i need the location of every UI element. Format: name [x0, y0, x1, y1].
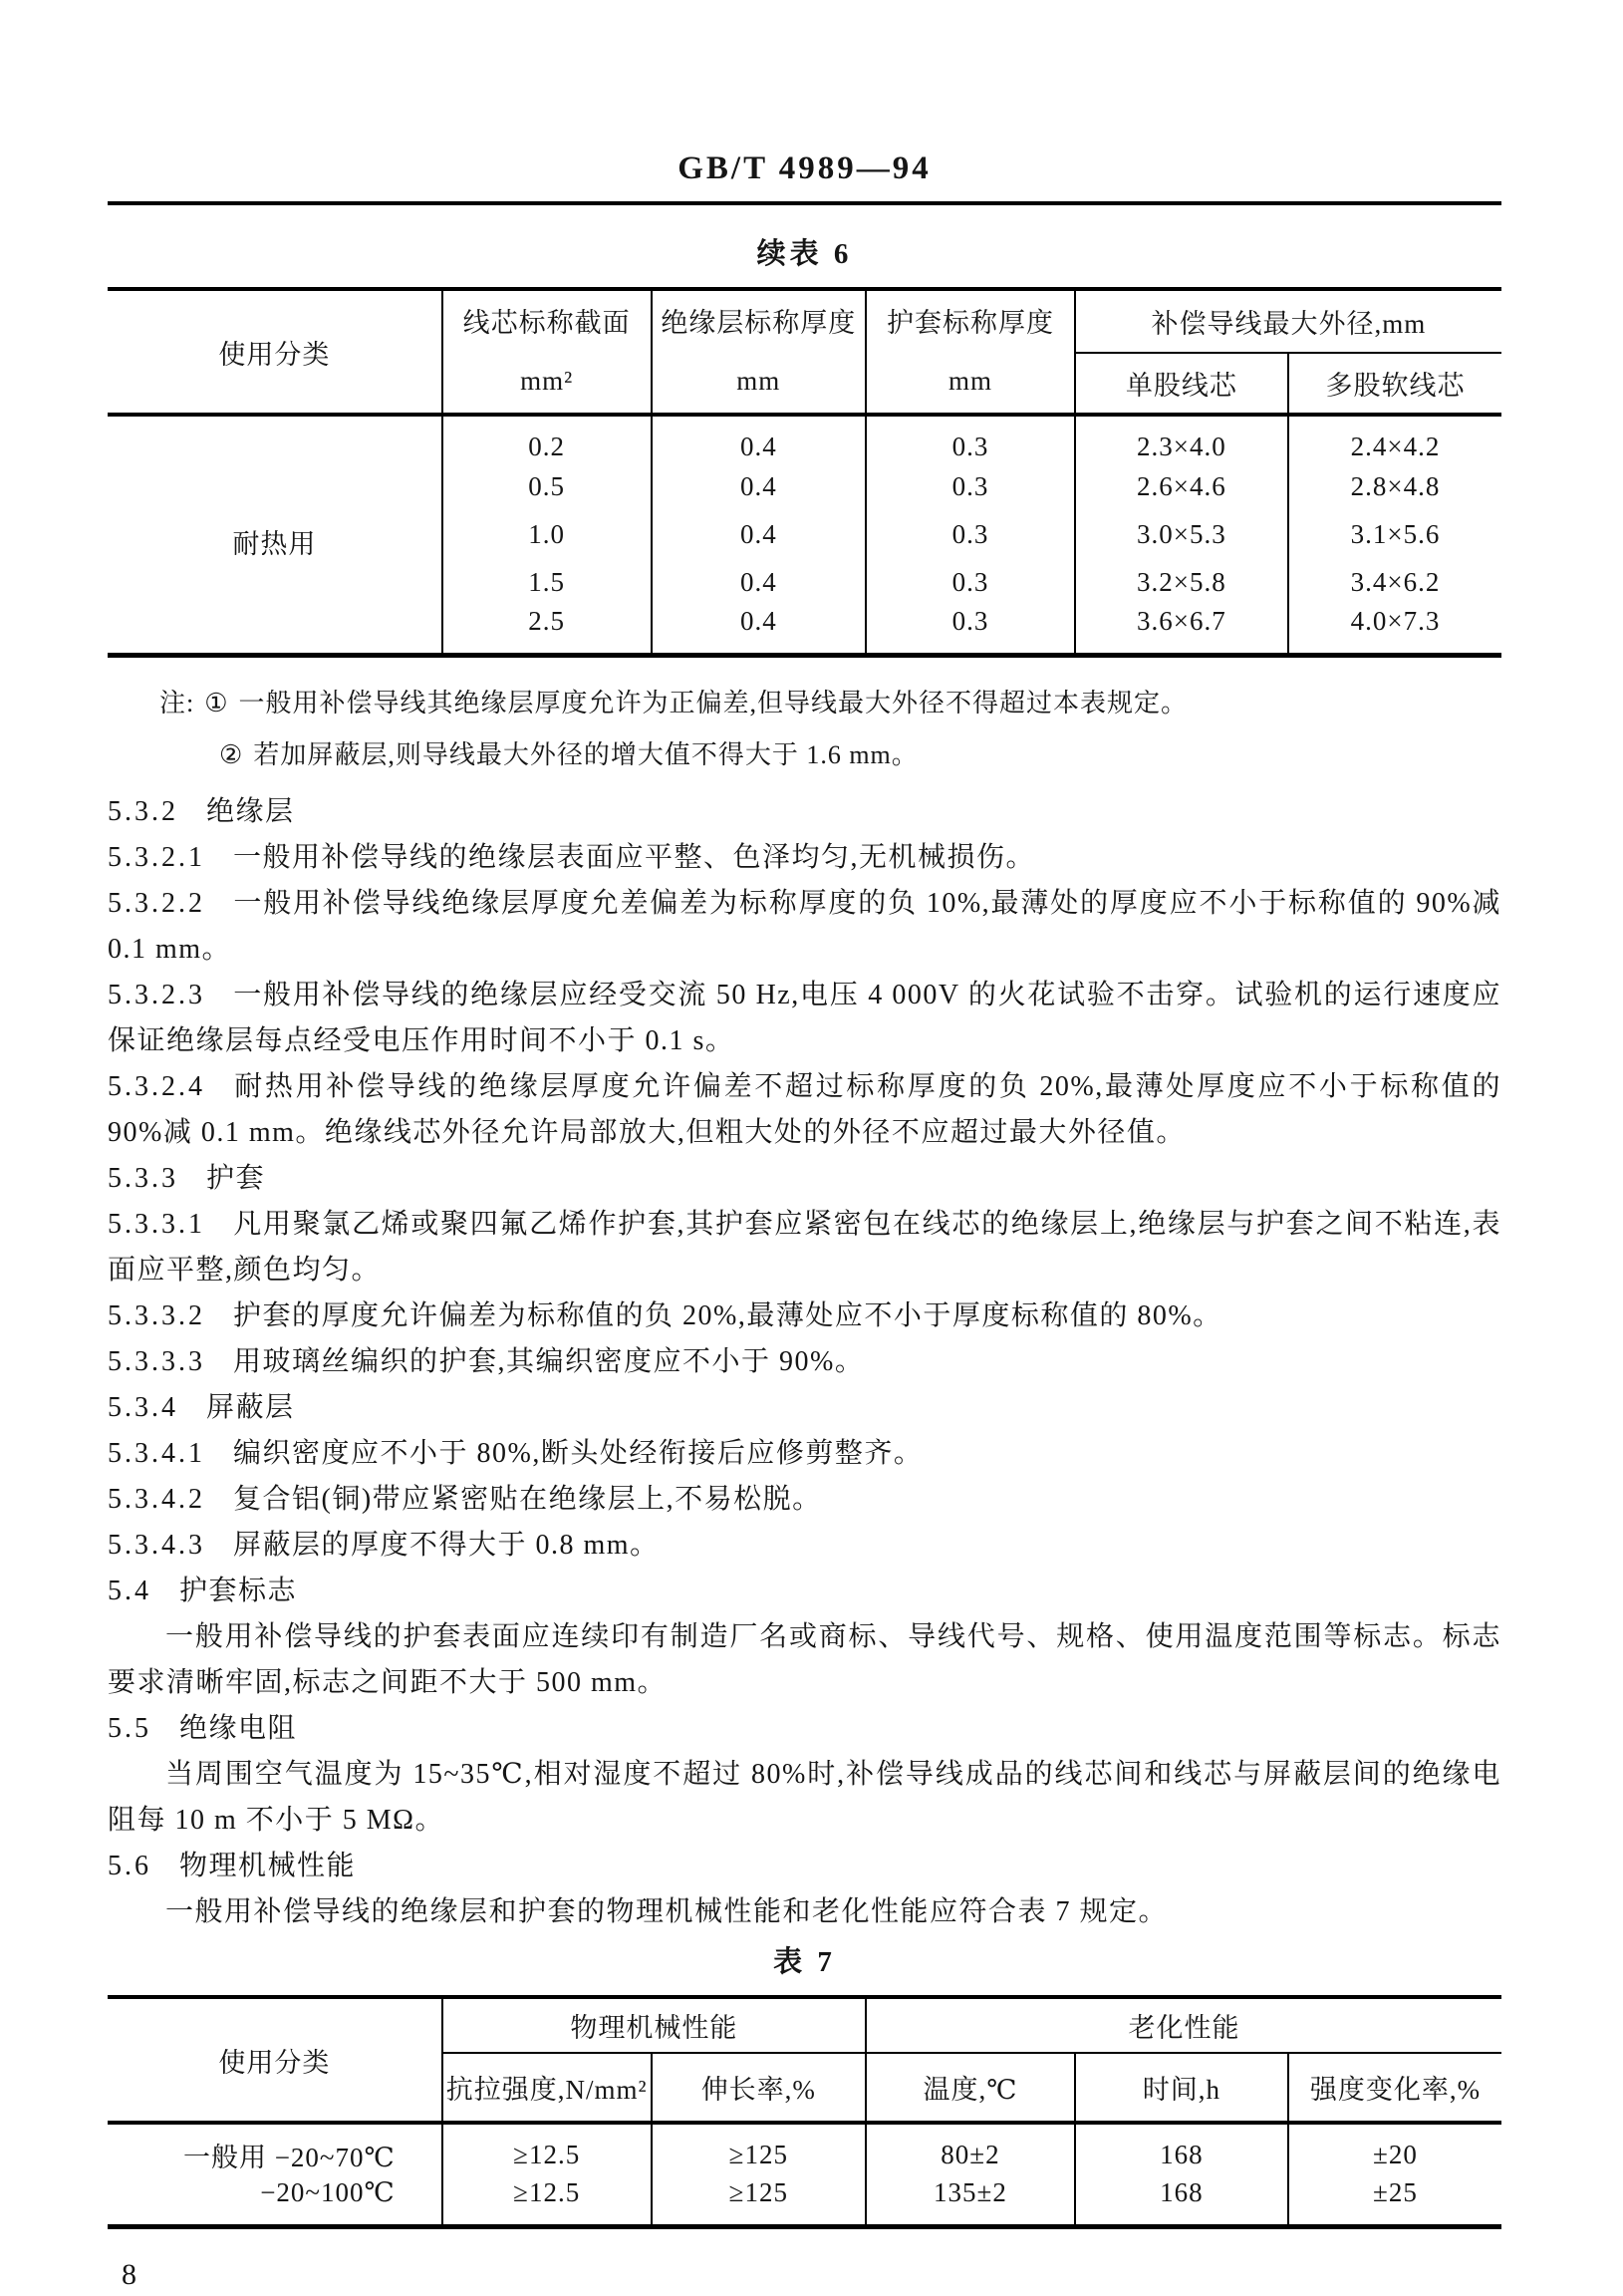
clause-5-6-paragraph — [108, 1889, 1501, 1935]
table-cell: 0.4 — [652, 558, 866, 606]
t7-header-usage: 使用分类 — [108, 1997, 442, 2123]
t7-header-temperature: 温度,℃ — [866, 2053, 1075, 2123]
table-cell: 3.1×5.6 — [1288, 510, 1501, 558]
table-cell: 3.2×5.8 — [1075, 558, 1288, 606]
table-cell: 0.4 — [652, 606, 866, 656]
table-cell: ≥12.5 — [442, 2123, 652, 2174]
note2-marker: ② — [219, 740, 244, 769]
clause-text: 用玻璃丝编织的护套,其编织密度应不小于 90%。 — [233, 1346, 865, 1377]
table-cell: 0.3 — [866, 510, 1075, 558]
clause-5-3-2-3 — [108, 973, 1501, 1064]
clause-5-4-paragraph — [108, 1614, 1501, 1706]
clause-text: 编织密度应不小于 80%,断头处经衔接后应修剪整齐。 — [233, 1438, 924, 1469]
table-cell: 2.4×4.2 — [1288, 415, 1501, 462]
table-cell: 1.5 — [442, 558, 652, 606]
clause-text: 护套 — [206, 1163, 266, 1194]
table-cell: ≥125 — [652, 2123, 866, 2174]
clause-number: 5.4 — [108, 1576, 151, 1606]
table-cell: 0.3 — [866, 558, 1075, 606]
table-cell: 3.0×5.3 — [1075, 510, 1288, 558]
table-cell: 一般用 −20~70℃ — [182, 2142, 396, 2172]
t7-header-aging-group: 老化性能 — [866, 1997, 1501, 2053]
table-cell: 2.5 — [442, 606, 652, 656]
clause-number: 5.3.3.1 — [108, 1209, 205, 1240]
t7-header-tensile: 抗拉强度,N/mm² — [442, 2053, 652, 2123]
table-cell: 168 — [1075, 2123, 1288, 2174]
t6-header-insulation-unit: mm — [736, 366, 781, 396]
table-cell: ±20 — [1288, 2123, 1501, 2174]
clause-number: 5.3.4.2 — [108, 1484, 205, 1515]
table-cell: 135±2 — [866, 2174, 1075, 2226]
clause-5-3-2-2 — [108, 881, 1501, 973]
clause-5-3-4-1 — [108, 1431, 1501, 1477]
clause-text: 屏蔽层 — [206, 1392, 295, 1423]
clause-5-4 — [108, 1569, 1501, 1614]
table-cell: 0.2 — [442, 415, 652, 462]
table-cell: 0.3 — [866, 415, 1075, 462]
table-cell: 3.6×6.7 — [1075, 606, 1288, 656]
t6-header-sheath — [866, 289, 1075, 415]
clause-text: 当周围空气温度为 15~35℃,相对湿度不超过 80%时,补偿导线成品的线芯间和线芯与屏蔽层间的绝缘电阻每 10 m 不小于 5 MΩ。 — [108, 1759, 1501, 1836]
clause-5-3-4 — [108, 1385, 1501, 1431]
clause-number: 5.3.3 — [108, 1163, 178, 1194]
clause-number: 5.3.2.4 — [108, 1071, 205, 1102]
clause-text: 一般用补偿导线的绝缘层和护套的物理机械性能和老化性能应符合表 7 规定。 — [165, 1896, 1169, 1927]
clause-5-5 — [108, 1706, 1501, 1752]
clause-text: 护套标志 — [179, 1576, 298, 1606]
note1-marker: ① — [204, 689, 229, 718]
table-cell: 3.4×6.2 — [1288, 558, 1501, 606]
table-cell: −20~100℃ — [260, 2177, 396, 2208]
t6-header-sheath-line1: 护套标称厚度 — [886, 308, 1054, 338]
t6-header-insulation — [652, 289, 866, 415]
t6-header-cross-section-unit: mm² — [520, 366, 574, 396]
t7-header-elongation: 伸长率,% — [652, 2053, 866, 2123]
note1-text: 一般用补偿导线其绝缘层厚度允许为正偏差,但导线最大外径不得超过本表规定。 — [238, 689, 1189, 718]
clause-text: 一般用补偿导线的护套表面应连续印有制造厂名或商标、导线代号、规格、使用温度范围等标志。标志要求清晰牢固,标志之间距不大于 500 mm。 — [108, 1621, 1501, 1698]
t7-header-time: 时间,h — [1075, 2053, 1288, 2123]
clause-number: 5.3.4.1 — [108, 1438, 205, 1469]
clause-number: 5.5 — [108, 1713, 151, 1744]
clause-number: 5.3.4.3 — [108, 1530, 205, 1561]
t7-header-strength-change: 强度变化率,% — [1288, 2053, 1501, 2123]
clause-text: 绝缘电阻 — [179, 1713, 298, 1744]
table-cell: ≥12.5 — [442, 2174, 652, 2226]
table7-caption: 表 7 — [773, 1946, 836, 1978]
clause-5-6 — [108, 1844, 1501, 1889]
clause-5-3-3-3 — [108, 1339, 1501, 1385]
clause-number: 5.3.2.3 — [108, 980, 205, 1010]
clause-text: 凡用聚氯乙烯或聚四氟乙烯作护套,其护套应紧密包在线芯的绝缘层上,绝缘层与护套之间不粘连,表面应平整,颜色均匀。 — [108, 1209, 1501, 1286]
t6-header-max-od-group: 补偿导线最大外径,mm — [1075, 289, 1501, 353]
table-cell: ≥125 — [652, 2174, 866, 2226]
note-label: 注: — [159, 689, 195, 718]
clause-text: 物理机械性能 — [179, 1851, 357, 1881]
clause-number: 5.6 — [108, 1851, 151, 1881]
clause-5-3-3 — [108, 1156, 1501, 1202]
clause-text: 护套的厚度允许偏差为标称值的负 20%,最薄处应不小于厚度标称值的 80%。 — [233, 1300, 1222, 1331]
table-cell: 0.3 — [866, 606, 1075, 656]
clause-number: 5.3.3.2 — [108, 1300, 205, 1331]
note2-text: 若加屏蔽层,则导线最大外径的增大值不得大于 1.6 mm。 — [253, 740, 919, 769]
clause-text: 屏蔽层的厚度不得大于 0.8 mm。 — [233, 1530, 660, 1561]
clauses — [108, 789, 1501, 1935]
table6-notes — [108, 678, 1501, 781]
clause-number: 5.3.2 — [108, 796, 178, 827]
clause-5-3-4-2 — [108, 1477, 1501, 1523]
t6-header-multi-core: 多股软线芯 — [1288, 353, 1501, 415]
clause-number: 5.3.3.3 — [108, 1346, 205, 1377]
table-cell: 0.5 — [442, 462, 652, 510]
table6-note-1 — [108, 678, 1501, 729]
clause-number: 5.3.2.1 — [108, 842, 205, 873]
table-cell: 1.0 — [442, 510, 652, 558]
table-cell: ±25 — [1288, 2174, 1501, 2226]
table-cell: 4.0×7.3 — [1288, 606, 1501, 656]
clause-5-3-3-1 — [108, 1202, 1501, 1293]
table-cell: 2.6×4.6 — [1075, 462, 1288, 510]
clause-5-3-2 — [108, 789, 1501, 835]
clause-5-5-paragraph — [108, 1752, 1501, 1844]
t6-header-insulation-line1: 绝缘层标称厚度 — [661, 308, 857, 338]
table-cell: 0.4 — [652, 415, 866, 462]
table-cell: 80±2 — [866, 2123, 1075, 2174]
clause-5-3-3-2 — [108, 1293, 1501, 1339]
clause-text: 一般用补偿导线的绝缘层应经受交流 50 Hz,电压 4 000V 的火花试验不击穿。试验机的运行速度应保证绝缘层每点经受电压作用时间不小于 0.1 s。 — [108, 980, 1501, 1056]
table6-caption: 续表 6 — [756, 238, 853, 270]
t6-header-cross-section — [442, 289, 652, 415]
table7 — [108, 1995, 1501, 2229]
clause-5-3-2-4 — [108, 1064, 1501, 1156]
table-cell: 0.3 — [866, 462, 1075, 510]
clause-text: 耐热用补偿导线的绝缘层厚度允许偏差不超过标称厚度的负 20%,最薄处厚度应不小于标称值的 90%减 0.1 mm。绝缘线芯外径允许局部放大,但粗大处的外径不应超过最大外径值。 — [108, 1071, 1501, 1148]
clause-text: 复合铝(铜)带应紧密贴在绝缘层上,不易松脱。 — [233, 1484, 822, 1515]
table-cell: 2.3×4.0 — [1075, 415, 1288, 462]
page-number: 8 — [122, 2257, 136, 2291]
clause-text: 一般用补偿导线的绝缘层表面应平整、色泽均匀,无机械损伤。 — [233, 842, 1036, 873]
clause-text: 绝缘层 — [206, 796, 295, 827]
table6-note-2 — [108, 729, 1501, 781]
t6-header-sheath-unit: mm — [947, 366, 992, 396]
t6-header-single-core: 单股线芯 — [1075, 353, 1288, 415]
table-cell: 0.4 — [652, 462, 866, 510]
t7-header-physical-group: 物理机械性能 — [442, 1997, 866, 2053]
t6-header-usage: 使用分类 — [108, 289, 442, 415]
standard-number-header: GB/T 4989—94 — [677, 150, 932, 186]
table6 — [108, 287, 1501, 658]
table-cell: 168 — [1075, 2174, 1288, 2226]
clause-number: 5.3.2.2 — [108, 888, 205, 919]
clause-number: 5.3.4 — [108, 1392, 178, 1423]
t6-header-cross-section-line1: 线芯标称截面 — [462, 308, 631, 338]
header-rule — [108, 201, 1501, 205]
clause-5-3-4-3 — [108, 1523, 1501, 1569]
table-cell: 2.8×4.8 — [1288, 462, 1501, 510]
clause-5-3-2-1 — [108, 835, 1501, 881]
t6-group-label: 耐热用 — [232, 529, 317, 559]
table-cell: 0.4 — [652, 510, 866, 558]
clause-text: 一般用补偿导线绝缘层厚度允差偏差为标称厚度的负 10%,最薄处的厚度应不小于标称值的 90%减 0.1 mm。 — [108, 888, 1501, 965]
